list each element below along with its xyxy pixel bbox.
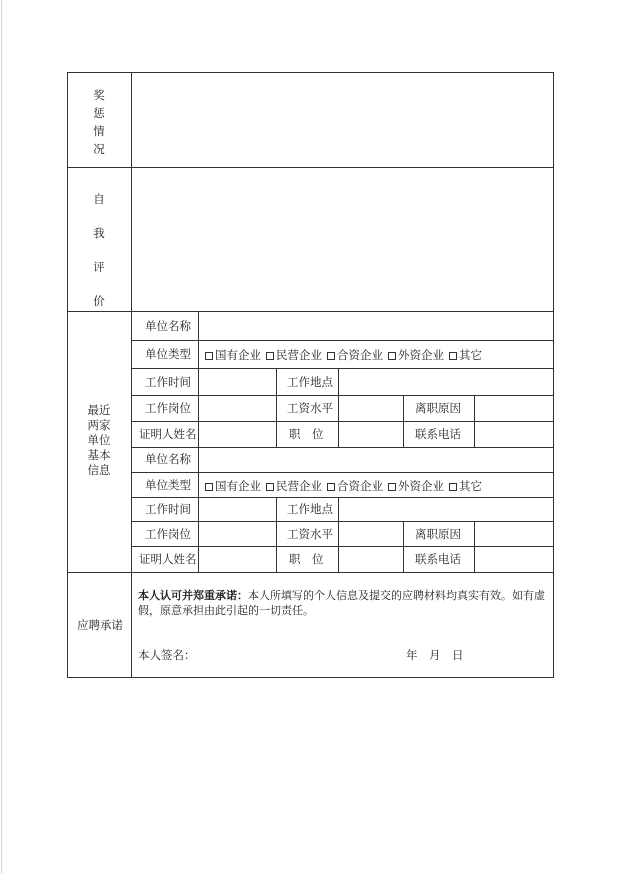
row-line [131, 447, 554, 448]
row-line [131, 497, 554, 498]
leave-reason-label: 离职原因 [415, 401, 461, 415]
row-line [131, 421, 554, 422]
work-time-label: 工作时间 [145, 375, 191, 389]
position-label: 工作岗位 [145, 527, 191, 541]
row-line [131, 340, 554, 341]
unit-type-option-label: 外资企业 [398, 348, 444, 362]
unit-type-option-label: 其它 [459, 348, 482, 362]
unit-type-option[interactable] [449, 479, 482, 493]
section-label-self-eval: 自 我 评 价 [93, 192, 105, 308]
salary-label: 工资水平 [287, 401, 333, 415]
date-label: 年 月 日 [406, 648, 464, 662]
checkbox-icon[interactable] [388, 483, 396, 491]
unit-type-option[interactable] [327, 348, 383, 362]
work-place-label: 工作地点 [287, 502, 333, 516]
checkbox-icon[interactable] [449, 483, 457, 491]
unit-type-label: 单位类型 [145, 478, 191, 492]
unit-type-option-label: 其它 [459, 479, 482, 493]
unit-type-options [205, 347, 487, 363]
checkbox-icon[interactable] [449, 352, 457, 360]
cell-divider [474, 521, 475, 572]
section-label-awards: 奖 惩 情 况 [93, 88, 105, 156]
label-column-divider [131, 72, 132, 678]
phone-label: 联系电话 [415, 552, 461, 566]
unit-type-option[interactable] [388, 348, 444, 362]
cell-divider [403, 521, 404, 572]
unit-type-option-label: 民营企业 [276, 479, 322, 493]
unit-type-option-label: 国有企业 [215, 348, 261, 362]
cell-divider [474, 395, 475, 447]
unit-type-option[interactable] [266, 348, 322, 362]
section-label-commitment: 应聘承诺 [77, 618, 123, 632]
work-place-label: 工作地点 [287, 375, 333, 389]
commitment-lead: 本人认可并郑重承诺： [138, 589, 248, 602]
unit-type-option[interactable] [205, 348, 261, 362]
salary-label: 工资水平 [287, 527, 333, 541]
position-label: 工作岗位 [145, 401, 191, 415]
work-time-label: 工作时间 [145, 502, 191, 516]
unit-type-option[interactable] [266, 479, 322, 493]
unit-name-label: 单位名称 [145, 319, 191, 333]
unit-type-option[interactable] [449, 348, 482, 362]
row-line [131, 472, 554, 473]
cell-divider [403, 395, 404, 447]
checkbox-icon[interactable] [327, 483, 335, 491]
signature-label: 本人签名： [138, 648, 196, 662]
row-line [131, 546, 554, 547]
unit-type-option-label: 合资企业 [337, 348, 383, 362]
cell-divider [198, 311, 199, 572]
checkbox-icon[interactable] [266, 483, 274, 491]
unit-type-option-label: 外资企业 [398, 479, 444, 493]
checkbox-icon[interactable] [266, 352, 274, 360]
unit-type-option-label: 民营企业 [276, 348, 322, 362]
unit-type-option-label: 国有企业 [215, 479, 261, 493]
leave-reason-label: 离职原因 [415, 527, 461, 541]
checkbox-icon[interactable] [388, 352, 396, 360]
cell-divider [276, 497, 277, 572]
section-divider [67, 572, 554, 573]
commitment-text [138, 588, 548, 618]
cell-divider [276, 368, 277, 447]
witness-label: 证明人姓名 [139, 552, 197, 566]
checkbox-icon[interactable] [205, 352, 213, 360]
page-edge [1, 0, 2, 874]
row-line [131, 395, 554, 396]
cell-divider [338, 368, 339, 447]
commitment-body: 本人所填写的个人信息及提交的应聘材料均真实有效。如有虚假，原意承担由此引起的一切责任。 [138, 589, 545, 617]
section-divider [67, 311, 554, 312]
unit-name-label: 单位名称 [145, 452, 191, 466]
row-line [131, 521, 554, 522]
witness-label: 证明人姓名 [139, 427, 197, 441]
phone-label: 联系电话 [415, 427, 461, 441]
unit-type-options [205, 478, 487, 494]
unit-type-option[interactable] [388, 479, 444, 493]
unit-type-option-label: 合资企业 [337, 479, 383, 493]
section-label-recent-units: 最近 两家 单位 基本 信息 [87, 403, 111, 477]
unit-type-option[interactable] [205, 479, 261, 493]
unit-type-label: 单位类型 [145, 347, 191, 361]
cell-divider [338, 497, 339, 572]
row-line [131, 368, 554, 369]
title-label: 职 位 [289, 552, 324, 566]
checkbox-icon[interactable] [327, 352, 335, 360]
checkbox-icon[interactable] [205, 483, 213, 491]
unit-type-option[interactable] [327, 479, 383, 493]
section-divider [67, 167, 554, 168]
title-label: 职 位 [289, 427, 324, 441]
